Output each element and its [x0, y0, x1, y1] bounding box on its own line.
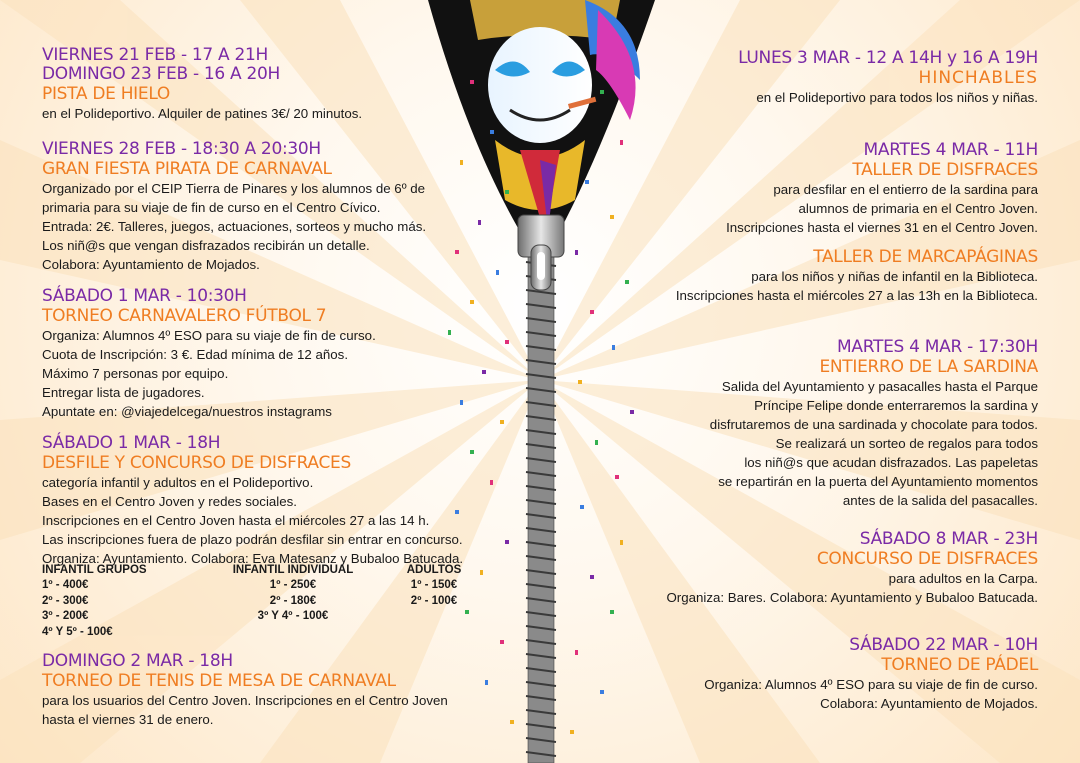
event-description: Inscripciones hasta el viernes 31 en el Centro Joven.: [726, 220, 1038, 235]
event-description: alumnos de primaria en el Centro Joven.: [798, 201, 1038, 216]
event-description: Inscripciones hasta el miércoles 27 a las 13h en la Biblioteca.: [675, 288, 1038, 303]
event-date: VIERNES 28 FEB - 18:30 A 20:30H: [42, 139, 321, 159]
event-title: DESFILE Y CONCURSO DE DISFRACES: [42, 453, 351, 473]
event-description: se repartirán en la puerta del Ayuntamiento momentos: [718, 474, 1038, 489]
event-pista-de-hielo: [42, 46, 362, 123]
event-description: Colabora: Ayuntamiento de Mojados.: [820, 696, 1038, 711]
event-taller-marcapaginas: [676, 247, 1038, 305]
prize-item: 4º Y 5º - 100€: [42, 625, 113, 638]
event-description: disfrutaremos de una sardinada y chocolate para todos.: [709, 417, 1038, 432]
event-description: en el Polideportivo. Alquiler de patines 3€/ 20 minutos.: [42, 106, 363, 121]
prize-column-individual: [218, 562, 368, 625]
event-description: Los niñ@s que vengan disfrazados recibirán un detalle.: [42, 238, 370, 253]
event-title: TORNEO DE TENIS DE MESA DE CARNAVAL: [42, 671, 396, 691]
event-date: SÁBADO 22 MAR - 10H: [849, 635, 1038, 655]
prize-item: 3º - 200€: [42, 610, 89, 622]
event-description: Cuota de Inscripción: 3 €. Edad mínima de 12 años.: [42, 347, 349, 362]
event-description: Se realizará un sorteo de regalos para todos: [775, 436, 1038, 451]
event-torneo-futbol: [42, 287, 376, 421]
event-date: SÁBADO 1 MAR - 10:30H: [42, 286, 247, 306]
event-title: PISTA DE HIELO: [42, 84, 170, 104]
event-description: Apuntate en: @viajedelcega/nuestros instagrams: [42, 404, 332, 419]
event-title: TALLER DE DISFRACES: [852, 160, 1038, 180]
event-description: antes de la salida del pasacalles.: [842, 493, 1038, 508]
event-description: Bases en el Centro Joven y redes sociales.: [42, 494, 297, 509]
event-description: Entregar lista de jugadores.: [42, 385, 205, 400]
event-description: Las inscripciones fuera de plazo podrán desfilar sin entrar en concurso.: [42, 532, 463, 547]
event-date: DOMINGO 2 MAR - 18H: [42, 651, 233, 671]
prize-item: 2º - 100€: [410, 594, 458, 607]
event-description: Príncipe Felipe donde enterraremos la sardina y: [754, 398, 1038, 413]
event-hinchables: [738, 49, 1038, 107]
event-description: Inscripciones en el Centro Joven hasta el miércoles 27 a las 14 h.: [42, 513, 430, 528]
event-description: primaria para su viaje de fin de curso en el Centro Cívico.: [42, 200, 381, 215]
event-taller-disfraces: [726, 141, 1038, 237]
prize-item: 2º - 300€: [42, 594, 89, 607]
prize-item: 2º - 180€: [269, 594, 317, 607]
event-description: Organizado por el CEIP Tierra de Pinares y los alumnos de 6º de: [42, 181, 426, 196]
prize-item: 1º - 150€: [410, 579, 458, 591]
event-description: Salida del Ayuntamiento y pasacalles hasta el Parque: [721, 379, 1038, 394]
prize-item: 3º Y 4º - 100€: [257, 610, 329, 622]
event-description: Organiza: Alumnos 4º ESO para su viaje de fin de curso.: [704, 677, 1038, 692]
event-description: para adultos en la Carpa.: [888, 571, 1038, 586]
event-description: para desfilar en el entierro de la sardina para: [773, 182, 1038, 197]
event-title: TORNEO DE PÁDEL: [881, 655, 1038, 675]
event-torneo-padel: [704, 636, 1038, 713]
event-tenis-de-mesa: [42, 652, 448, 729]
event-title: CONCURSO DE DISFRACES: [816, 549, 1038, 569]
prize-column-adultos: [394, 562, 474, 609]
event-description: para los niños y niñas de infantil en la Biblioteca.: [751, 269, 1038, 284]
event-description: Entrada: 2€. Talleres, juegos, actuaciones, sorteos y mucho más.: [42, 219, 427, 234]
prize-item: 1º - 400€: [42, 579, 89, 591]
event-date: SÁBADO 1 MAR - 18H: [42, 433, 221, 453]
event-title: TORNEO CARNAVALERO FÚTBOL 7: [42, 306, 327, 326]
event-description: en el Polideportivo para todos los niños y niñas.: [756, 90, 1038, 105]
prize-table: [42, 562, 512, 642]
event-title: HINCHABLES: [918, 68, 1038, 88]
prize-column-grupos: [42, 562, 147, 640]
event-date: DOMINGO 23 FEB - 16 A 20H: [42, 64, 280, 84]
prize-header: INFANTIL INDIVIDUAL: [232, 564, 354, 576]
event-title: GRAN FIESTA PIRATA DE CARNAVAL: [42, 159, 332, 179]
event-description: Colabora: Ayuntamiento de Mojados.: [42, 257, 260, 272]
event-description: Organiza: Ayuntamiento. Colabora: Eva Matesanz y Bubaloo Batucada.: [42, 551, 464, 566]
event-description: para los usuarios del Centro Joven. Inscripciones en el Centro Joven: [42, 693, 448, 708]
event-title: ENTIERRO DE LA SARDINA: [819, 357, 1038, 377]
event-desfile-disfraces: [42, 434, 463, 568]
zipper-pull: [518, 215, 564, 290]
event-description: hasta el viernes 31 de enero.: [42, 712, 214, 727]
event-date: LUNES 3 MAR - 12 A 14H y 16 A 19H: [738, 48, 1038, 68]
prize-item: 1º - 250€: [269, 579, 317, 591]
prize-header: ADULTOS: [406, 564, 462, 576]
event-description: los niñ@s que acudan disfrazados. Las papeletas: [744, 455, 1038, 470]
prize-header: INFANTIL GRUPOS: [42, 564, 147, 576]
event-fiesta-pirata: [42, 140, 426, 274]
event-description: Organiza: Bares. Colabora: Ayuntamiento y Bubaloo Batucada.: [666, 590, 1038, 605]
event-description: Organiza: Alumnos 4º ESO para su viaje de fin de curso.: [42, 328, 376, 343]
event-title: TALLER DE MARCAPÁGINAS: [813, 247, 1038, 267]
event-description: Máximo 7 personas por equipo.: [42, 366, 229, 381]
event-date: SÁBADO 8 MAR - 23H: [859, 529, 1038, 549]
event-concurso-disfraces-adultos: [666, 530, 1038, 607]
event-description: categoría infantil y adultos en el Polideportivo.: [42, 475, 314, 490]
event-date: MARTES 4 MAR - 17:30H: [837, 337, 1038, 357]
event-date: MARTES 4 MAR - 11H: [863, 140, 1038, 160]
event-date: VIERNES 21 FEB - 17 A 21H: [42, 45, 268, 65]
event-entierro-sardina: [710, 338, 1038, 510]
